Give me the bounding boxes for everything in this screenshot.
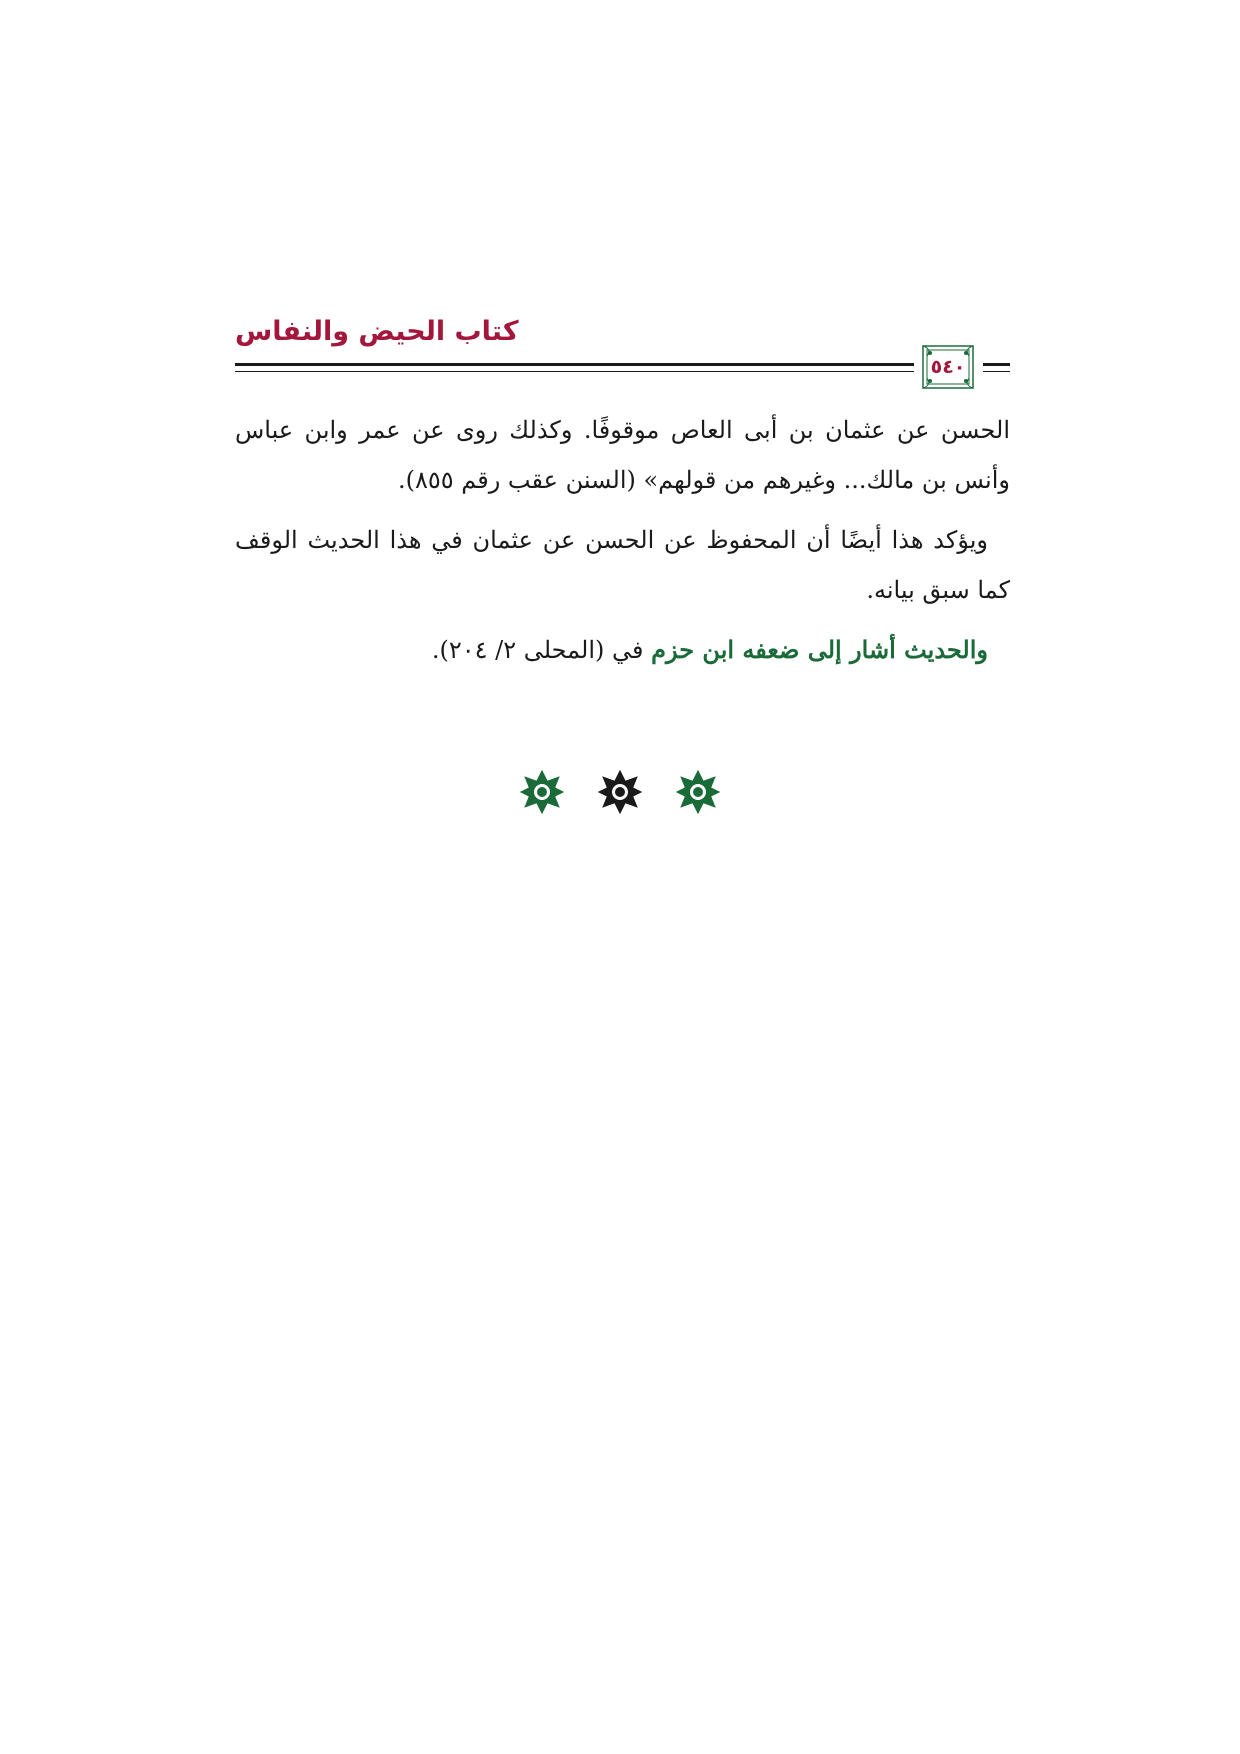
page-header [235,315,1010,395]
highlighted-phrase: والحديث أشار إلى ضعفه ابن حزم [651,635,988,664]
section-divider-ornaments [520,770,720,814]
paragraph-3 [235,625,1010,675]
paragraph-2: ويؤكد هذا أيضًا أن المحفوظ عن الحسن عن عثمان في هذا الحديث الوقف كما سبق بيانه. [235,526,1010,604]
star-ornament-icon [676,770,720,814]
page-number: ٥٤٠ [930,356,966,378]
page-number-frame [922,345,974,389]
star-ornament-icon [598,770,642,814]
paragraph-1: الحسن عن عثمان بن أبى العاص موقوفًا. وكذلك روى عن عمر وابن عباس وأنس بن مالك... وغيرهم من قولهم» (السنن عقب رقم ٨٥٥). [235,416,1010,494]
header-rule-thick [235,363,914,366]
header-rule-thin [235,371,914,372]
book-title: كتاب الحيض والنفاس [235,316,519,347]
star-ornament-icon [520,770,564,814]
main-text [235,405,1010,675]
paragraph-3-rest: في (المحلى ٢/ ٢٠٤). [431,636,652,664]
header-rule-right-thin [983,371,1010,372]
header-rule-right-thick [983,363,1010,366]
